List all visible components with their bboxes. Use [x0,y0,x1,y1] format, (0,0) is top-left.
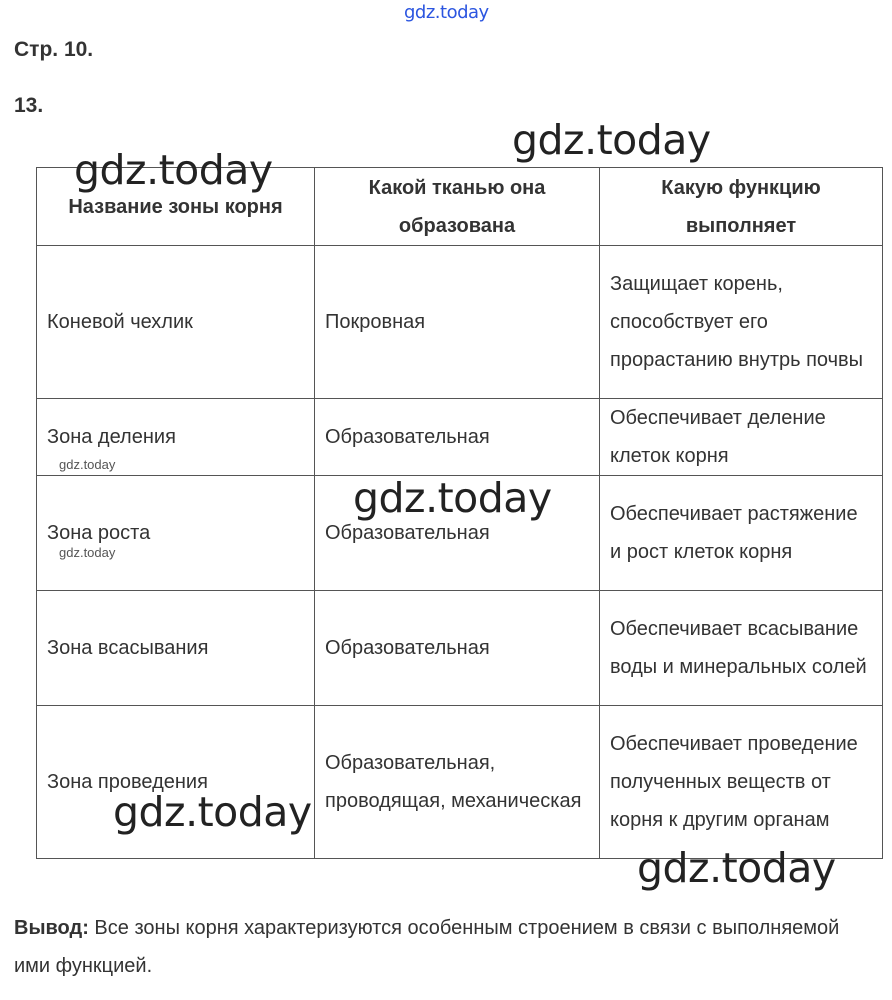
watermark-large: gdz.today [637,844,836,892]
root-zones-table [36,167,883,859]
conclusion-paragraph [14,909,874,985]
conclusion-label: Вывод: [14,917,89,939]
table-row [37,246,883,399]
watermark-top: gdz.today [404,2,489,23]
function-cell: Обеспечивает всасывание воды и минеральных солей [600,591,883,706]
table-row [37,476,883,591]
watermark-large: gdz.today [353,474,552,522]
zone-name-cell: Зона проведения [37,706,315,859]
task-number: 13. [14,94,44,117]
zone-name-text: Зона роста [47,522,151,544]
watermark-large: gdz.today [113,788,312,836]
zone-name-cell [37,476,315,591]
zone-name-text: Зона деления [47,426,176,448]
page-reference: Стр. 10. [14,38,94,61]
tissue-cell: Образовательная [315,591,600,706]
watermark-large: gdz.today [74,146,273,194]
header-function: Какую функцию выполняет [600,168,883,246]
zone-name-cell [37,399,315,476]
watermark-small: gdz.today [59,545,116,560]
function-cell: Обеспечивает деление клеток корня [600,399,883,476]
table-row [37,399,883,476]
watermark-large: gdz.today [512,116,711,164]
tissue-cell: Образовательная, проводящая, механическая [315,706,600,859]
function-cell: Защищает корень, способствует его прорастанию внутрь почвы [600,246,883,399]
function-cell: Обеспечивает проведение полученных веществ от корня к другим органам [600,706,883,859]
zone-name-cell: Зона всасывания [37,591,315,706]
header-zone-name: Название зоны корня [37,168,315,246]
watermark-small: gdz.today [59,457,116,472]
conclusion-text: Все зоны корня характеризуются особенным строением в связи с выполняемой ими функцией. [14,917,840,977]
zone-name-cell: Коневой чехлик [37,246,315,399]
table-header-row [37,168,883,246]
tissue-cell: Образовательная [315,399,600,476]
table-row [37,591,883,706]
tissue-cell: Образовательная [315,476,600,591]
function-cell: Обеспечивает растяжение и рост клеток корня [600,476,883,591]
tissue-cell: Покровная [315,246,600,399]
header-tissue: Какой тканью она образована [315,168,600,246]
table-row [37,706,883,859]
